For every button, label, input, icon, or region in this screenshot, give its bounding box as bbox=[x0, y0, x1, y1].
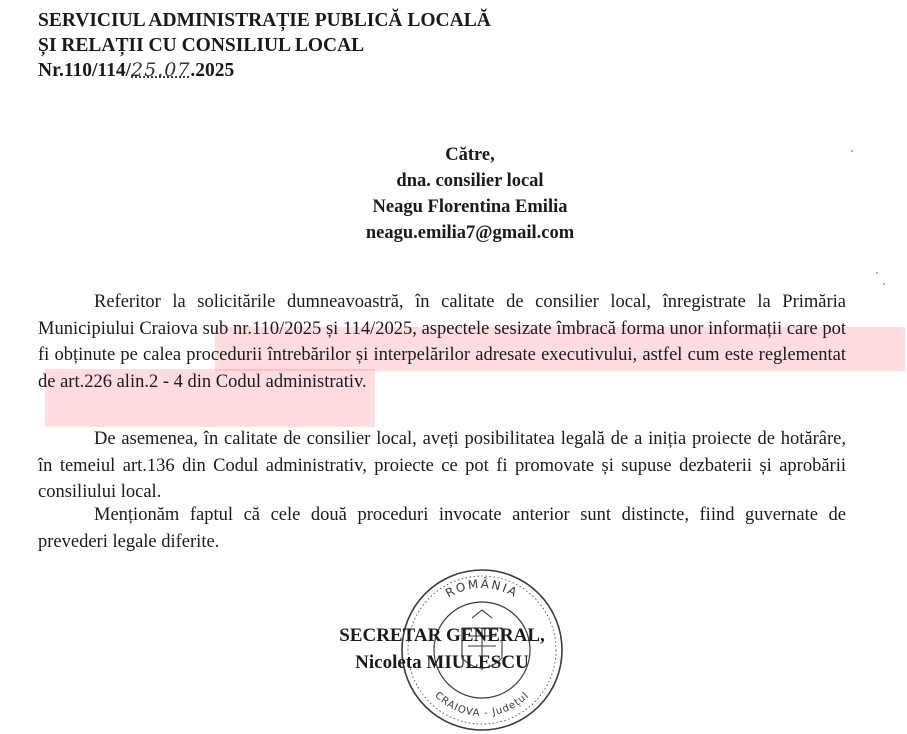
signature-name: Nicoleta MIULESCU bbox=[355, 652, 529, 673]
signature-block bbox=[312, 622, 572, 676]
paragraph-1-text: Referitor la solicitările dumneavoastră, în calitate de consilier local, înregistrate la Primăria Municipiului Craiova sub nr.110/2025 și 114/2025, aspectele sesizate îmbracă forma unor informații care pot fi obținute pe calea procedurii întrebărilor și interpelărilor adresate executivului, astfel cum este reglementat de art.226 alin.2 - 4 din Codul administrativ. bbox=[38, 292, 846, 392]
scan-speck bbox=[851, 150, 853, 152]
stamp-top-text: ROMÂNIA bbox=[443, 576, 521, 601]
registration-prefix: Nr.110/114/ bbox=[38, 60, 132, 81]
recipient-email: neagu.emilia7@gmail.com bbox=[365, 223, 575, 243]
scan-speck bbox=[883, 283, 885, 285]
scan-speck bbox=[876, 272, 878, 274]
stamp-bottom-text: CRAIOVA - Județul bbox=[432, 690, 532, 720]
paragraph-3 bbox=[38, 502, 846, 555]
registration-number bbox=[38, 58, 491, 83]
handwritten-date: 25.07 bbox=[131, 59, 191, 81]
paragraph-2 bbox=[38, 426, 846, 506]
letter-header bbox=[38, 8, 491, 83]
department-line-1: SERVICIUL ADMINISTRAȚIE PUBLICĂ LOCALĂ bbox=[38, 10, 491, 31]
paragraph-3-text: Menționăm faptul că cele două proceduri invocate anterior sunt distincte, fiind guvernate de prevederi legale diferite. bbox=[38, 505, 846, 552]
signature-title: SECRETAR GENERAL, bbox=[339, 625, 545, 646]
recipient-name: Neagu Florentina Emilia bbox=[372, 197, 568, 217]
department-line-2: ȘI RELAȚII CU CONSILIUL LOCAL bbox=[38, 35, 365, 56]
recipient-role: dna. consilier local bbox=[396, 171, 544, 191]
svg-text:CRAIOVA - Județul bbox=[432, 690, 531, 719]
registration-suffix: .2025 bbox=[190, 60, 235, 81]
paragraph-2-text: De asemenea, în calitate de consilier local, aveți posibilitatea legală de a iniția proiecte de hotărâre, în temeiul art.136 din Codul administrativ, proiecte ce pot fi promovate și supuse dezbaterii și aprobării consiliului local. bbox=[38, 429, 846, 502]
recipient-to: Către, bbox=[445, 145, 495, 165]
recipient-block bbox=[190, 142, 750, 246]
svg-text:ROMÂNIA bbox=[443, 576, 521, 601]
paragraph-1 bbox=[38, 289, 846, 395]
